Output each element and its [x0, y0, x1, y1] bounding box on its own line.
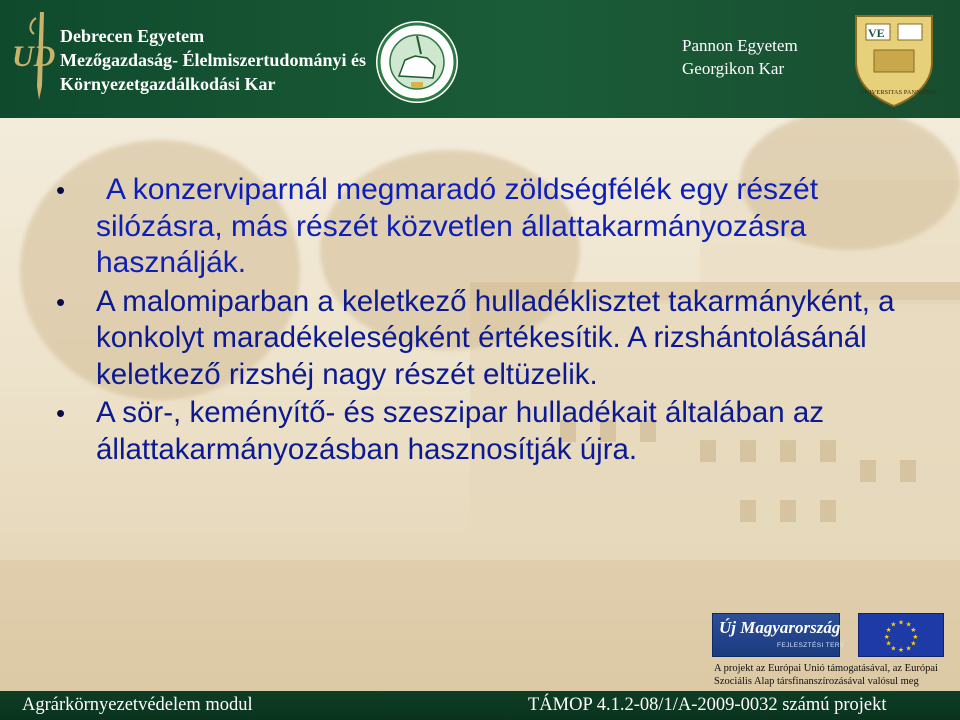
svg-text:★: ★ [890, 644, 897, 653]
footer-project-id: TÁMOP 4.1.2-08/1/A-2009-0032 számú projekt [528, 695, 887, 715]
left-institution-line: Mezőgazdaság- Élelmiszertudományi és [60, 50, 366, 70]
crest-text: UNIVERSITAS PANNONIA [860, 89, 938, 96]
left-institution-line: Környezetgazdálkodási Kar [60, 74, 276, 94]
eu-logos [712, 611, 946, 659]
bullet-item [52, 172, 912, 282]
uj-magyarorszag-title: Új Magyarország [719, 618, 841, 637]
svg-text:★: ★ [910, 626, 917, 635]
pannon-crest-icon [848, 10, 940, 108]
bullet-text: A konzerviparnál megmaradó zöldségfélék egy részét silózásra, más részét közvetlen állattakarmányozásra használják. [96, 173, 819, 279]
svg-text:★: ★ [885, 626, 892, 635]
background-window [740, 500, 756, 522]
svg-text:★: ★ [898, 618, 904, 627]
svg-text:★: ★ [912, 632, 919, 641]
bullet-dot-icon: • [56, 398, 66, 428]
faculty-seal-icon [375, 20, 459, 104]
svg-text:★: ★ [910, 639, 917, 648]
right-institution-line: Pannon Egyetem [682, 36, 798, 55]
right-institution [682, 34, 798, 80]
crest-monogram: VE [868, 26, 885, 40]
ud-logo-icon [6, 8, 56, 108]
eu-funding-note: A projekt az Európai Unió támogatásával, az Európai Szociális Alap társfinanszírozásával valósul meg [714, 663, 938, 687]
svg-text:★: ★ [898, 646, 904, 655]
bullet-text: A sör-, keményítő- és szeszipar hulladékait általában az állattakarmányozásban hasznosítják újra. [96, 396, 825, 466]
bullet-text: A malomiparban a keletkező hulladéklisztet takarmányként, a konkolyt maradékeleségként értékesítik. A rizshántolásánál keletkező rizshéj nagy részét eltüzelik. [96, 284, 895, 391]
footer-module-title: Agrárkörnyezetvédelem modul [22, 695, 253, 715]
svg-text:★: ★ [885, 639, 892, 648]
header-band [0, 0, 960, 118]
svg-text:★: ★ [905, 644, 912, 653]
left-institution [60, 24, 366, 96]
ud-logo-text: UD [12, 40, 56, 73]
footer-bar [0, 691, 960, 720]
left-institution-line: Debrecen Egyetem [60, 26, 205, 46]
uj-magyarorszag-logo [712, 613, 845, 657]
background-window [820, 500, 836, 522]
svg-text:★: ★ [905, 620, 912, 629]
bullet-dot-icon: • [56, 175, 66, 205]
bullet-item [52, 284, 912, 394]
background-window [780, 500, 796, 522]
eu-flag-icon [858, 613, 944, 657]
slide-content [52, 172, 912, 470]
svg-text:★: ★ [883, 632, 890, 641]
svg-text:★: ★ [890, 620, 897, 629]
right-institution-line: Georgikon Kar [682, 59, 785, 78]
bullet-dot-icon: • [56, 286, 66, 317]
bullet-item [52, 395, 912, 468]
uj-magyarorszag-subtitle: FEJLESZTÉSI TERV [777, 642, 845, 649]
